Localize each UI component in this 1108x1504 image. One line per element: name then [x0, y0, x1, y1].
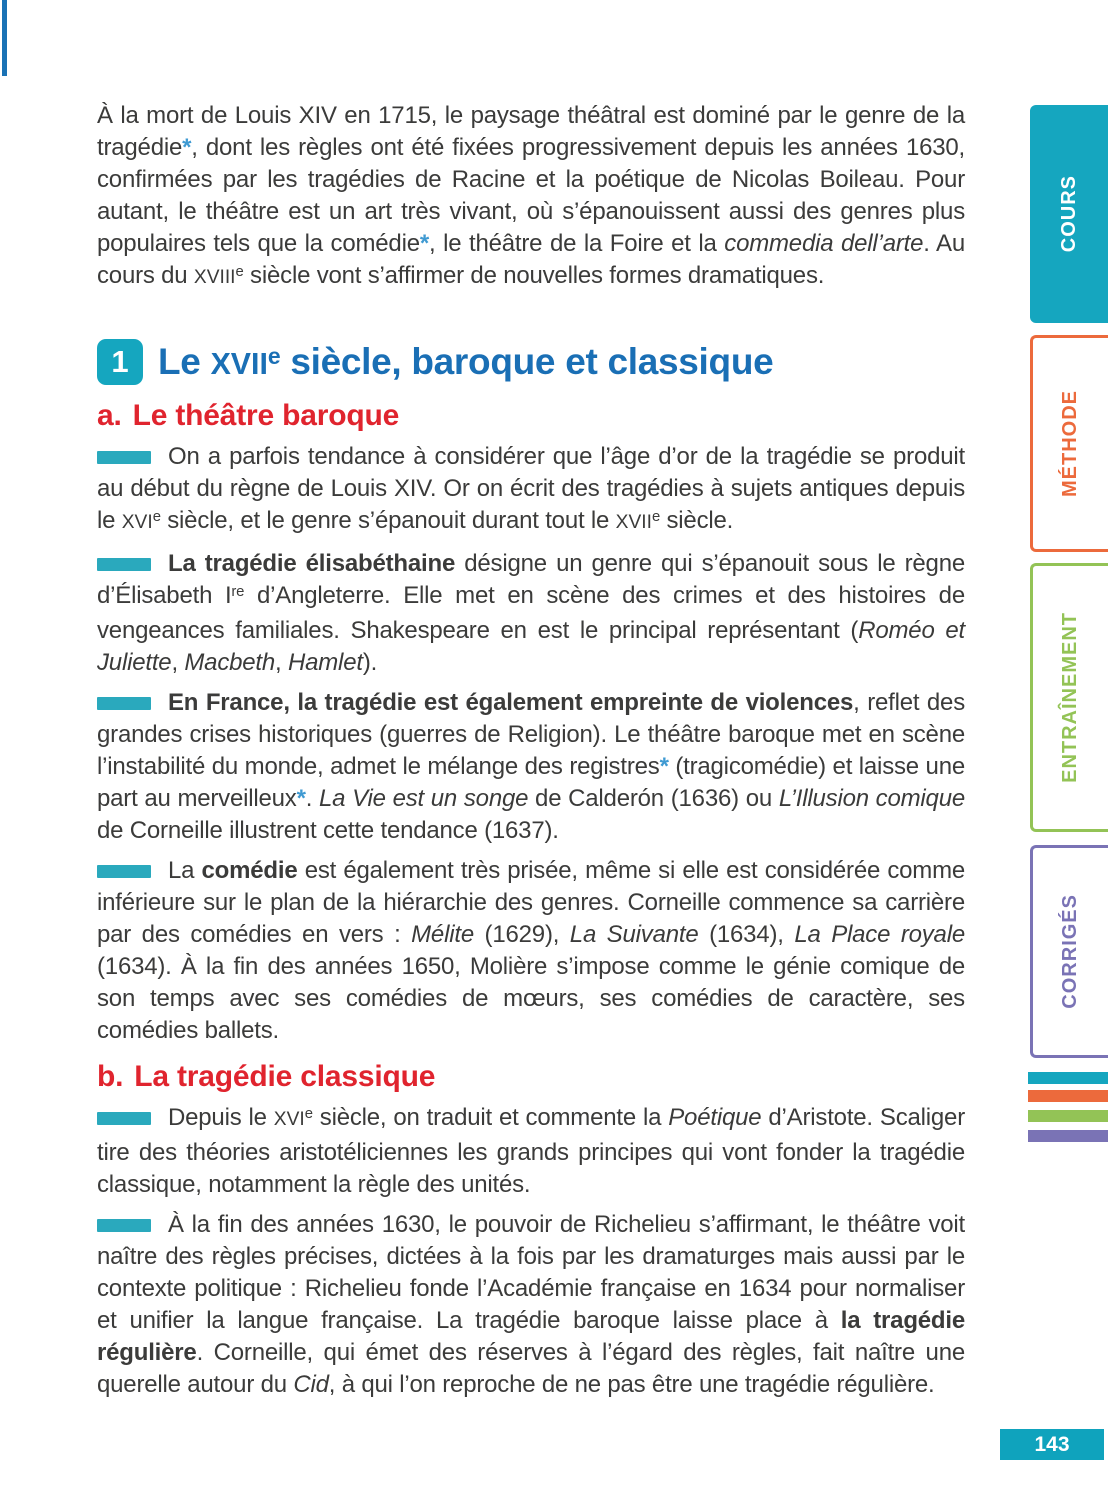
- decorative-color-bar: [1028, 1072, 1108, 1084]
- intro-paragraph: À la mort de Louis XIV en 1715, le paysage théâtral est dominé par le genre de la tragédie*, dont les règles ont été fixées progressivement depuis les années 1630, confirmées par les tragédies de Racine et la poétique de Nicolas Boileau. Pour autant, le théâtre est un art très vivant, où s’épanouissent aussi des genres plus populaires tels que la comédie*, le théâtre de la Foire et la commedia dell’arte. Au cours du XVIIIe siècle vont s’affirmer de nouvelles formes dramatiques.: [97, 102, 965, 289]
- italic-text: L’Illusion comique: [778, 785, 965, 812]
- sidebar-tab-label: CORRIGÉS: [1059, 894, 1081, 1009]
- subsection-b: [97, 1060, 965, 1401]
- section-number-badge: 1: [97, 339, 143, 385]
- superscript: e: [304, 1106, 313, 1123]
- section-title: Le XVIIe siècle, baroque et classique: [158, 341, 774, 382]
- subsection-a-title: [97, 399, 965, 433]
- glossary-asterisk: *: [182, 134, 192, 161]
- superscript: e: [267, 342, 281, 369]
- top-left-accent-bar: [2, 0, 7, 76]
- smallcaps-numeral: XVI: [121, 512, 153, 533]
- italic-text: Poétique: [668, 1104, 762, 1131]
- sidebar-tab-label: MÉTHODE: [1059, 390, 1081, 497]
- sidebar-tab-label: ENTRAÎNEMENT: [1059, 612, 1081, 783]
- superscript: e: [651, 509, 661, 526]
- glossary-asterisk: *: [659, 753, 669, 780]
- sidebar-tab-corriges[interactable]: [1030, 845, 1108, 1058]
- superscript: e: [152, 509, 161, 526]
- italic-text: Hamlet: [287, 649, 363, 676]
- sidebar-tab-cours[interactable]: [1030, 105, 1108, 323]
- section-heading: [97, 339, 965, 385]
- sidebar-tab-entrainement[interactable]: [1030, 563, 1108, 832]
- subsection-a-title-text: Le théâtre baroque: [132, 399, 400, 432]
- bold-text: la tragédie régulière: [97, 1307, 965, 1366]
- superscript: e: [235, 264, 244, 281]
- paragraph: Depuis le XVIe siècle, on traduit et commente la Poétique d’Aristote. Scaliger tire des théories aristotéliciennes les grands principes qui vont fonder la tragédie classique, notamment la règle des unités.: [97, 1102, 965, 1201]
- page-number-badge: 143: [1000, 1429, 1104, 1460]
- italic-text: La Suivante: [569, 921, 699, 948]
- italic-text: Cid: [293, 1371, 329, 1398]
- bold-text: comédie: [201, 857, 298, 884]
- main-content: [97, 100, 965, 1401]
- decorative-color-bar: [1028, 1110, 1108, 1122]
- decorative-color-bar: [1028, 1130, 1108, 1142]
- italic-text: Roméo et Juliette: [97, 617, 965, 676]
- smallcaps-numeral: XVIII: [193, 267, 236, 288]
- paragraph: On a parfois tendance à considérer que l’âge d’or de la tragédie se produit au début du règne de Louis XIV. Or on écrit des tragédies à sujets antiques depuis le XVIe siècle, et le genre s’épanouit durant tout le XVIIe siècle.: [97, 441, 965, 540]
- decorative-color-bar: [1028, 1090, 1108, 1102]
- subsection-a-label: a.: [97, 399, 122, 432]
- bold-text: En France, la tragédie est également empreinte de violences: [168, 689, 854, 716]
- paragraph: La comédie est également très prisée, même si elle est considérée comme inférieure sur le plan de la hiérarchie des genres. Corneille commence sa carrière par des comédies en vers : Mélite (1629), La Suivante (1634), La Place royale (1634). À la fin des années 1650, Molière s’impose comme le génie comique de son temps avec ses comédies de mœurs, ses comédies de caractère, ses comédies ballets.: [97, 855, 965, 1047]
- superscript: re: [231, 584, 245, 601]
- italic-text: Macbeth: [184, 649, 276, 676]
- paragraph: À la fin des années 1630, le pouvoir de Richelieu s’affirmant, le théâtre voit naître des règles précises, dictées à la fois par les dramaturges mais aussi par le contexte politique : Richelieu fonde l’Académie française en 1634 pour normaliser et unifier la langue française. La tragédie baroque laisse place à la tragédie régulière. Corneille, qui émet des réserves à l’égard des règles, fait naître une querelle autour du Cid, à qui l’on reproche de ne pas être une tragédie régulière.: [97, 1209, 965, 1401]
- paragraph: En France, la tragédie est également empreinte de violences, reflet des grandes crises historiques (guerres de Religion). Le théâtre baroque met en scène l’instabilité du monde, admet le mélange des registres* (tragicomédie) et laisse une part au merveilleux*. La Vie est un songe de Calderón (1636) ou L’Illusion comique de Corneille illustrent cette tendance (1637).: [97, 687, 965, 847]
- subsection-b-label: b.: [97, 1060, 124, 1093]
- subsection-a: [97, 399, 965, 1047]
- smallcaps-numeral: XVII: [210, 348, 268, 381]
- glossary-asterisk: *: [419, 230, 429, 257]
- italic-text: commedia dell’arte: [724, 230, 924, 257]
- sidebar-tab-methode[interactable]: [1030, 335, 1108, 552]
- glossary-asterisk: *: [296, 785, 306, 812]
- subsection-b-title: [97, 1060, 965, 1094]
- bold-text: La tragédie élisabéthaine: [168, 550, 456, 577]
- subsection-b-title-text: La tragédie classique: [134, 1060, 436, 1093]
- smallcaps-numeral: XVII: [615, 512, 652, 533]
- sidebar-tab-label: COURS: [1057, 175, 1080, 253]
- italic-text: Mélite: [411, 921, 474, 948]
- smallcaps-numeral: XVI: [273, 1109, 305, 1130]
- italic-text: La Vie est un songe: [319, 785, 529, 812]
- italic-text: La Place royale: [794, 921, 965, 948]
- paragraph: La tragédie élisabéthaine désigne un genre qui s’épanouit sous le règne d’Élisabeth Ire d’Angleterre. Elle met en scène des crimes et des histoires de vengeances familiales. Shakespeare en est le principal représentant (Roméo et Juliette, Macbeth, Hamlet).: [97, 548, 965, 679]
